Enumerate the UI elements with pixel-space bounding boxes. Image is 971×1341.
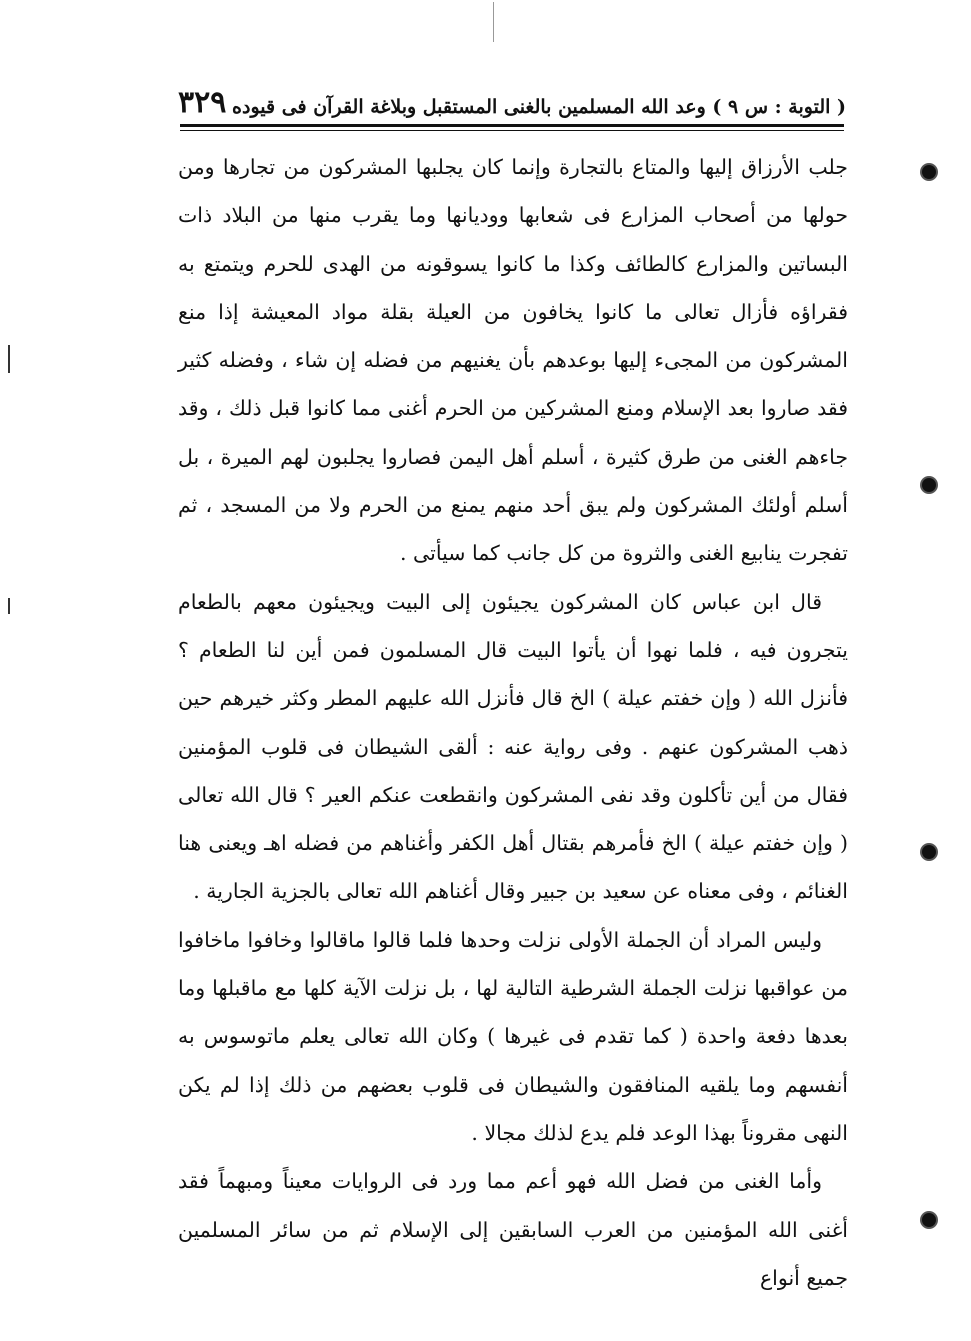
- header-rule-thin: [180, 130, 844, 131]
- binding-hole-mark: [922, 165, 936, 179]
- binding-hole-mark: [922, 845, 936, 859]
- scan-artifact-tick: [8, 598, 10, 614]
- header-title: ( التوبة : س ٩ ) وعد الله المسلمين بالغنى المستقبل وبلاغة القرآن فى قيوده: [232, 96, 846, 118]
- binding-hole-mark: [922, 1213, 936, 1227]
- paragraph: جلب الأرزاق إليها والمتاع بالتجارة وإنما كان يجلبها المشركون من تجارها ومن حولها من أصحاب المزارع فى شعابها ووديانها وما يقرب منها من البلاد ذات البساتين والمزارع كالطائف وكذا ما كانوا يسوقونه من الهدى للحرم ويتمتع به فقراؤه فأزال تعالى ما كانوا يخافون من العيلة بقلة مواد المعيشة إذا منع المشركون من المجىء إليها بوعدهم بأن يغنيهم من فضله إن شاء ، وفضله كثير فقد صاروا بعد الإسلام ومنع المشركين من الحرم أغنى مما كانوا قبل ذلك ، وقد جاءهم الغنى من طرق كثيرة ، أسلم أهل اليمن فصاروا يجلبون لهم الميرة ، بل أسلم أولئك المشركون ولم يبق أحد منهم يمنع من الحرم ولا من المسجد ، ثم تفجرت ينابيع الغنى والثروة من كل جانب كما سيأتى .: [178, 155, 848, 566]
- running-header: [178, 78, 846, 118]
- body-text: [178, 143, 848, 1302]
- scan-artifact-line: [493, 2, 494, 42]
- paragraph: قال ابن عباس كان المشركون يجيئون إلى البيت ويجيئون معهم بالطعام يتجرون فيه ، فلما نهوا أن يأتوا البيت قال المسلمون فمن أين لنا الطعام ؟ فأنزل الله ( وإن خفتم عيلة ) الخ قال فأنزل الله عليهم المطر وكثر خيرهم حين ذهب المشركون عنهم . وفى رواية عنه : ألقى الشيطان فى قلوب المؤمنين فقال من أين تأكلون وقد نفى المشركون وانقطعت عنكم العير ؟ قال الله تعالى ( وإن خفتم عيلة ) الخ فأمرهم بقتال أهل الكفر وأغناهم من فضله اهـ ويعنى هنا الغنائم ، وفى معناه عن سعيد بن جبير وقال أغناهم الله تعالى بالجزية الجارية .: [178, 589, 848, 904]
- paragraph: وليس المراد أن الجملة الأولى نزلت وحدها فلما قالوا ماقالوا وخافوا ماخافوا من عواقبها نزلت الجملة الشرطية التالية لها ، بل نزلت الآية كلها مع ماقبلها وما بعدها دفعة واحدة ( كما تقدم فى غيرها ) وكان الله تعالى يعلم ماتوسوس به أنفسهم وما يلقيه المنافقون والشيطان فى قلوب بعضهم من ذلك إذا لم يكن النهى مقروناً بهذا الوعد فلم يدع لذلك مجالا .: [178, 927, 848, 1145]
- paragraph: وأما الغنى من فضل الله فهو أعم مما ورد فى الروايات معيناً ومبهماً فقد أغنى الله المؤمنين من العرب السابقين إلى الإسلام ثم من سائر المسلمين جميع أنواع: [178, 1169, 848, 1290]
- header-rule: [180, 124, 844, 127]
- binding-hole-mark: [922, 478, 936, 492]
- scan-artifact-tick: [8, 345, 10, 373]
- page-number: ٣٢٩: [178, 85, 227, 120]
